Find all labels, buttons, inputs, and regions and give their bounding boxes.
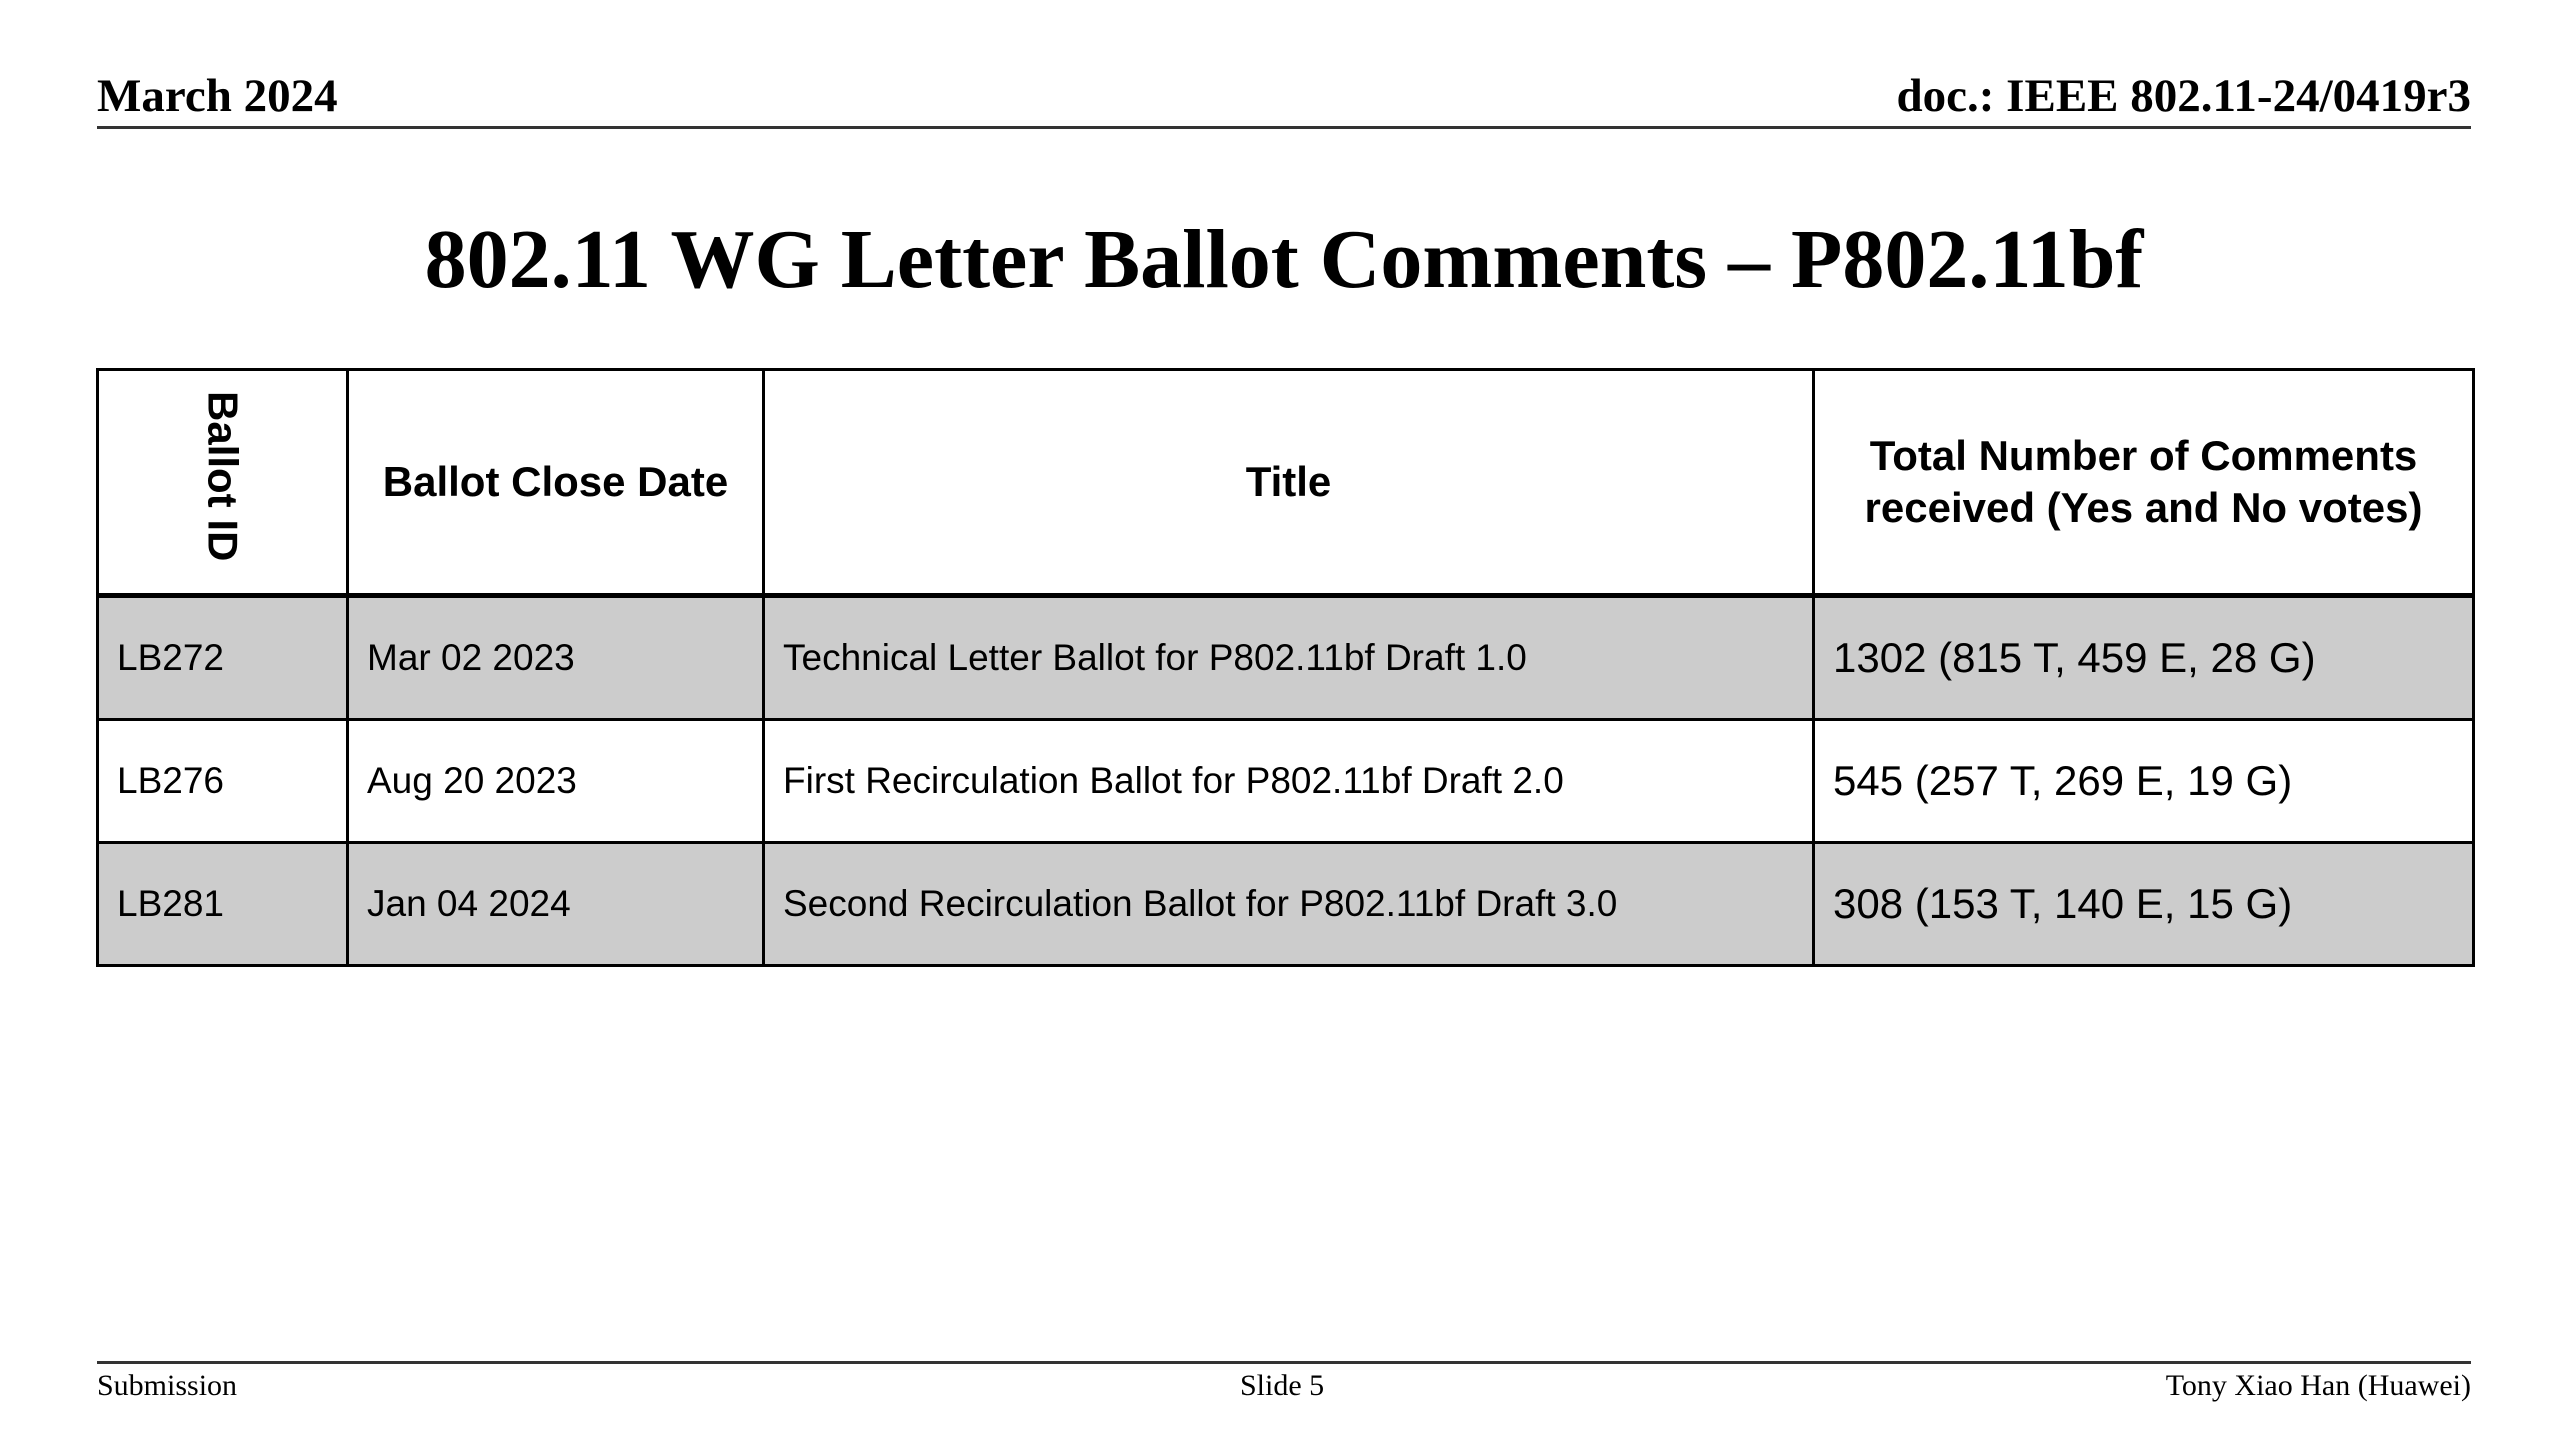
footer-divider [97,1361,2471,1364]
table-header-row [98,370,2474,596]
table-row [98,596,2474,720]
column-header-comments: Total Number of Comments received (Yes and No votes) [1814,370,2474,596]
cell-ballot-id: LB281 [98,843,348,966]
cell-comments: 1302 (815 T, 459 E, 28 G) [1814,596,2474,720]
column-header-label: Ballot ID [199,390,247,562]
cell-ballot-id: LB272 [98,596,348,720]
footer-slide-number: Slide 5 [1240,1369,1325,1402]
ballot-comments-table [96,368,2475,967]
column-header-close-date: Ballot Close Date [348,370,764,596]
column-header-title: Title [764,370,1814,596]
cell-close-date: Mar 02 2023 [348,596,764,720]
cell-close-date: Jan 04 2024 [348,843,764,966]
cell-comments: 308 (153 T, 140 E, 15 G) [1814,843,2474,966]
header-doc-id: doc.: IEEE 802.11-24/0419r3 [1896,70,2471,122]
cell-ballot-id: LB276 [98,720,348,843]
cell-close-date: Aug 20 2023 [348,720,764,843]
column-header-ballot-id [98,370,348,596]
slide-title: 802.11 WG Letter Ballot Comments – P802.11bf [424,213,2144,306]
footer-author: Tony Xiao Han (Huawei) [2165,1369,2471,1402]
cell-title: Second Recirculation Ballot for P802.11bf Draft 3.0 [764,843,1814,966]
header-date: March 2024 [97,70,338,122]
footer-submission: Submission [97,1369,238,1402]
cell-title: Technical Letter Ballot for P802.11bf Draft 1.0 [764,596,1814,720]
cell-title: First Recirculation Ballot for P802.11bf Draft 2.0 [764,720,1814,843]
cell-comments: 545 (257 T, 269 E, 19 G) [1814,720,2474,843]
table-row [98,720,2474,843]
table-row [98,843,2474,966]
header-divider [97,126,2471,129]
